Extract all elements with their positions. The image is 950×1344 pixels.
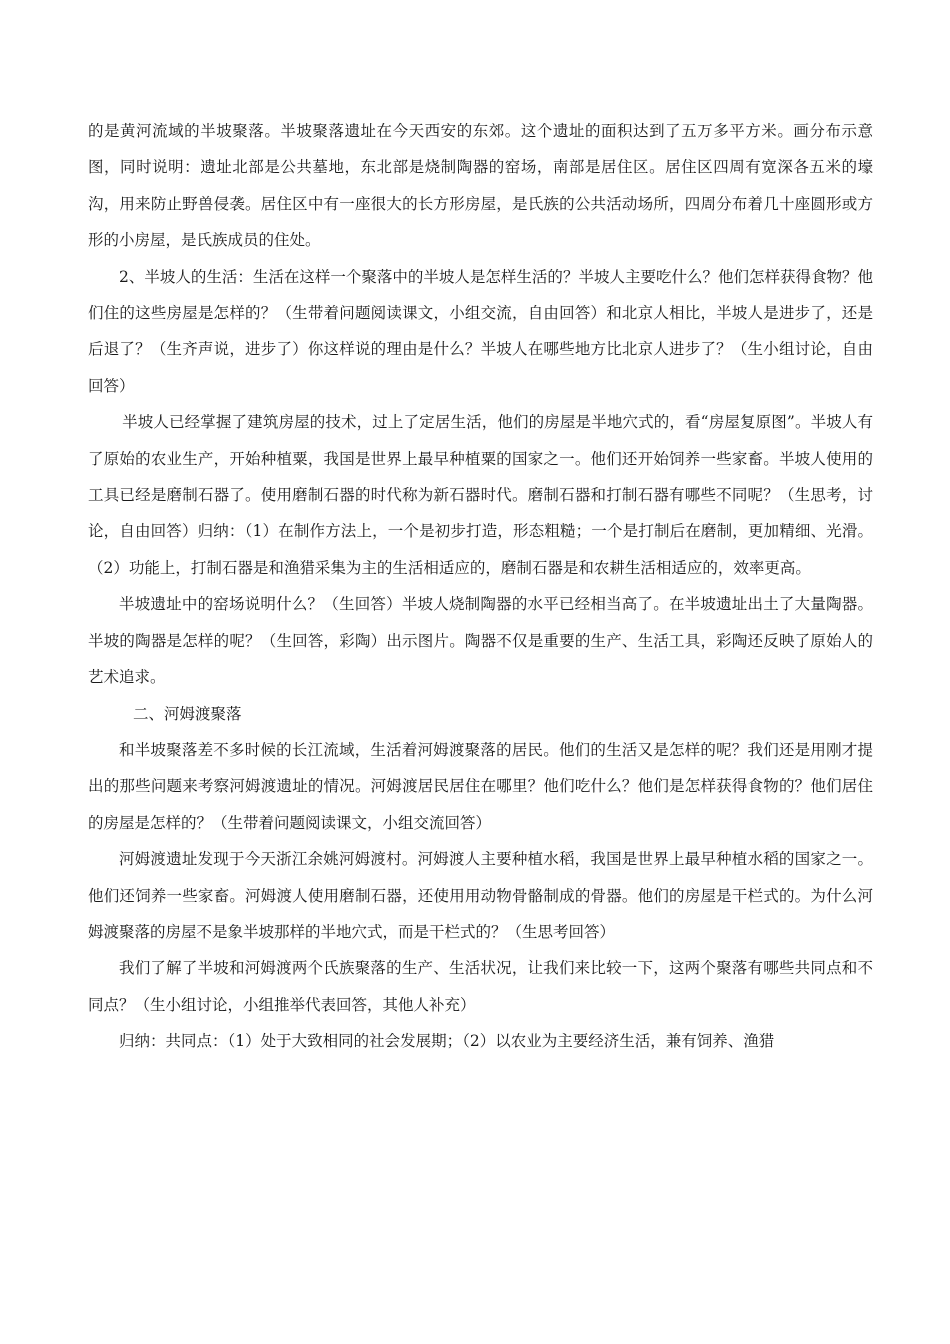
paragraph-banpo-life-questions: 2、半坡人的生活：生活在这样一个聚落中的半坡人是怎样生活的？半坡人主要吃什么？他们怎样获得食物？他们住的这些房屋是怎样的？（生带着问题阅读课文，小组交流，自由回答）和北京人相比，半坡人是进步了，还是后退了？（生齐声说，进步了）你这样说的理由是什么？半坡人在哪些地方比北京人进步了？（生小组讨论，自由回答） (88, 267, 873, 395)
paragraph-banpo-pottery: 半坡遗址中的窑场说明什么？（生回答）半坡人烧制陶器的水平已经相当高了。在半坡遗址出土了大量陶器。半坡的陶器是怎样的呢？（生回答，彩陶）出示图片。陶器不仅是重要的生产、生活工具，彩陶还反映了原始人的艺术追求。 (88, 595, 873, 687)
paragraph-hemudu-questions: 和半坡聚落差不多时候的长江流域，生活着河姆渡聚落的居民。他们的生活又是怎样的呢？我们还是用刚才提出的那些问题来考察河姆渡遗址的情况。河姆渡居民居住在哪里？他们吃什么？他们是怎样获得食物的？他们居住的房屋是怎样的？（生带着问题阅读课文，小组交流回答） (88, 740, 873, 832)
section-heading-hemudu: 二、河姆渡聚落 (132, 704, 242, 723)
paragraph-comparison-summary: 归纳：共同点：（1）处于大致相同的社会发展期；（2）以农业为主要经济生活，兼有饲养、渔猎 (119, 1032, 775, 1051)
document-page (88, 113, 873, 1060)
paragraph-hemudu-answers: 河姆渡遗址发现于今天浙江余姚河姆渡村。河姆渡人主要种植水稻，我国是世界上最早种植水稻的国家之一。他们还饲养一些家畜。河姆渡人使用磨制石器，还使用用动物骨骼制成的骨器。他们的房屋是干栏式的。为什么河姆渡聚落的房屋不是象半坡那样的半地穴式，而是干栏式的？（生思考回答） (88, 850, 873, 941)
paragraph-banpo-layout: 的是黄河流域的半坡聚落。半坡聚落遗址在今天西安的东郊。这个遗址的面积达到了五万多平方米。画分布示意图，同时说明：遗址北部是公共墓地，东北部是烧制陶器的窑场，南部是居住区。居住区四周有宽深各五米的壕沟，用来防止野兽侵袭。居住区中有一座很大的长方形房屋，是氏族的公共活动场所，四周分布着几十座圆形或方形的小房屋，是氏族成员的住处。 (88, 122, 873, 250)
paragraph-banpo-life-answers: 半坡人已经掌握了建筑房屋的技术，过上了定居生活，他们的房屋是半地穴式的，看“房屋复原图”。半坡人有了原始的农业生产，开始种植粟，我国是世界上最早种植粟的国家之一。他们还开始饲养一些家畜。半坡人使用的工具已经是磨制石器了。使用磨制石器的时代称为新石器时代。磨制石器和打制石器有哪些不同呢？（生思考，讨论，自由回答）归纳：（1）在制作方法上，一个是初步打造，形态粗糙；一个是打制后在磨制，更加精细、光滑。（2）功能上，打制石器是和渔猎采集为主的生活相适应的，磨制石器是和农耕生活相适应的，效率更高。 (88, 413, 873, 577)
paragraph-comparison-question: 我们了解了半坡和河姆渡两个氏族聚落的生产、生活状况，让我们来比较一下，这两个聚落有哪些共同点和不同点？（生小组讨论，小组推举代表回答，其他人补充） (88, 959, 873, 1014)
